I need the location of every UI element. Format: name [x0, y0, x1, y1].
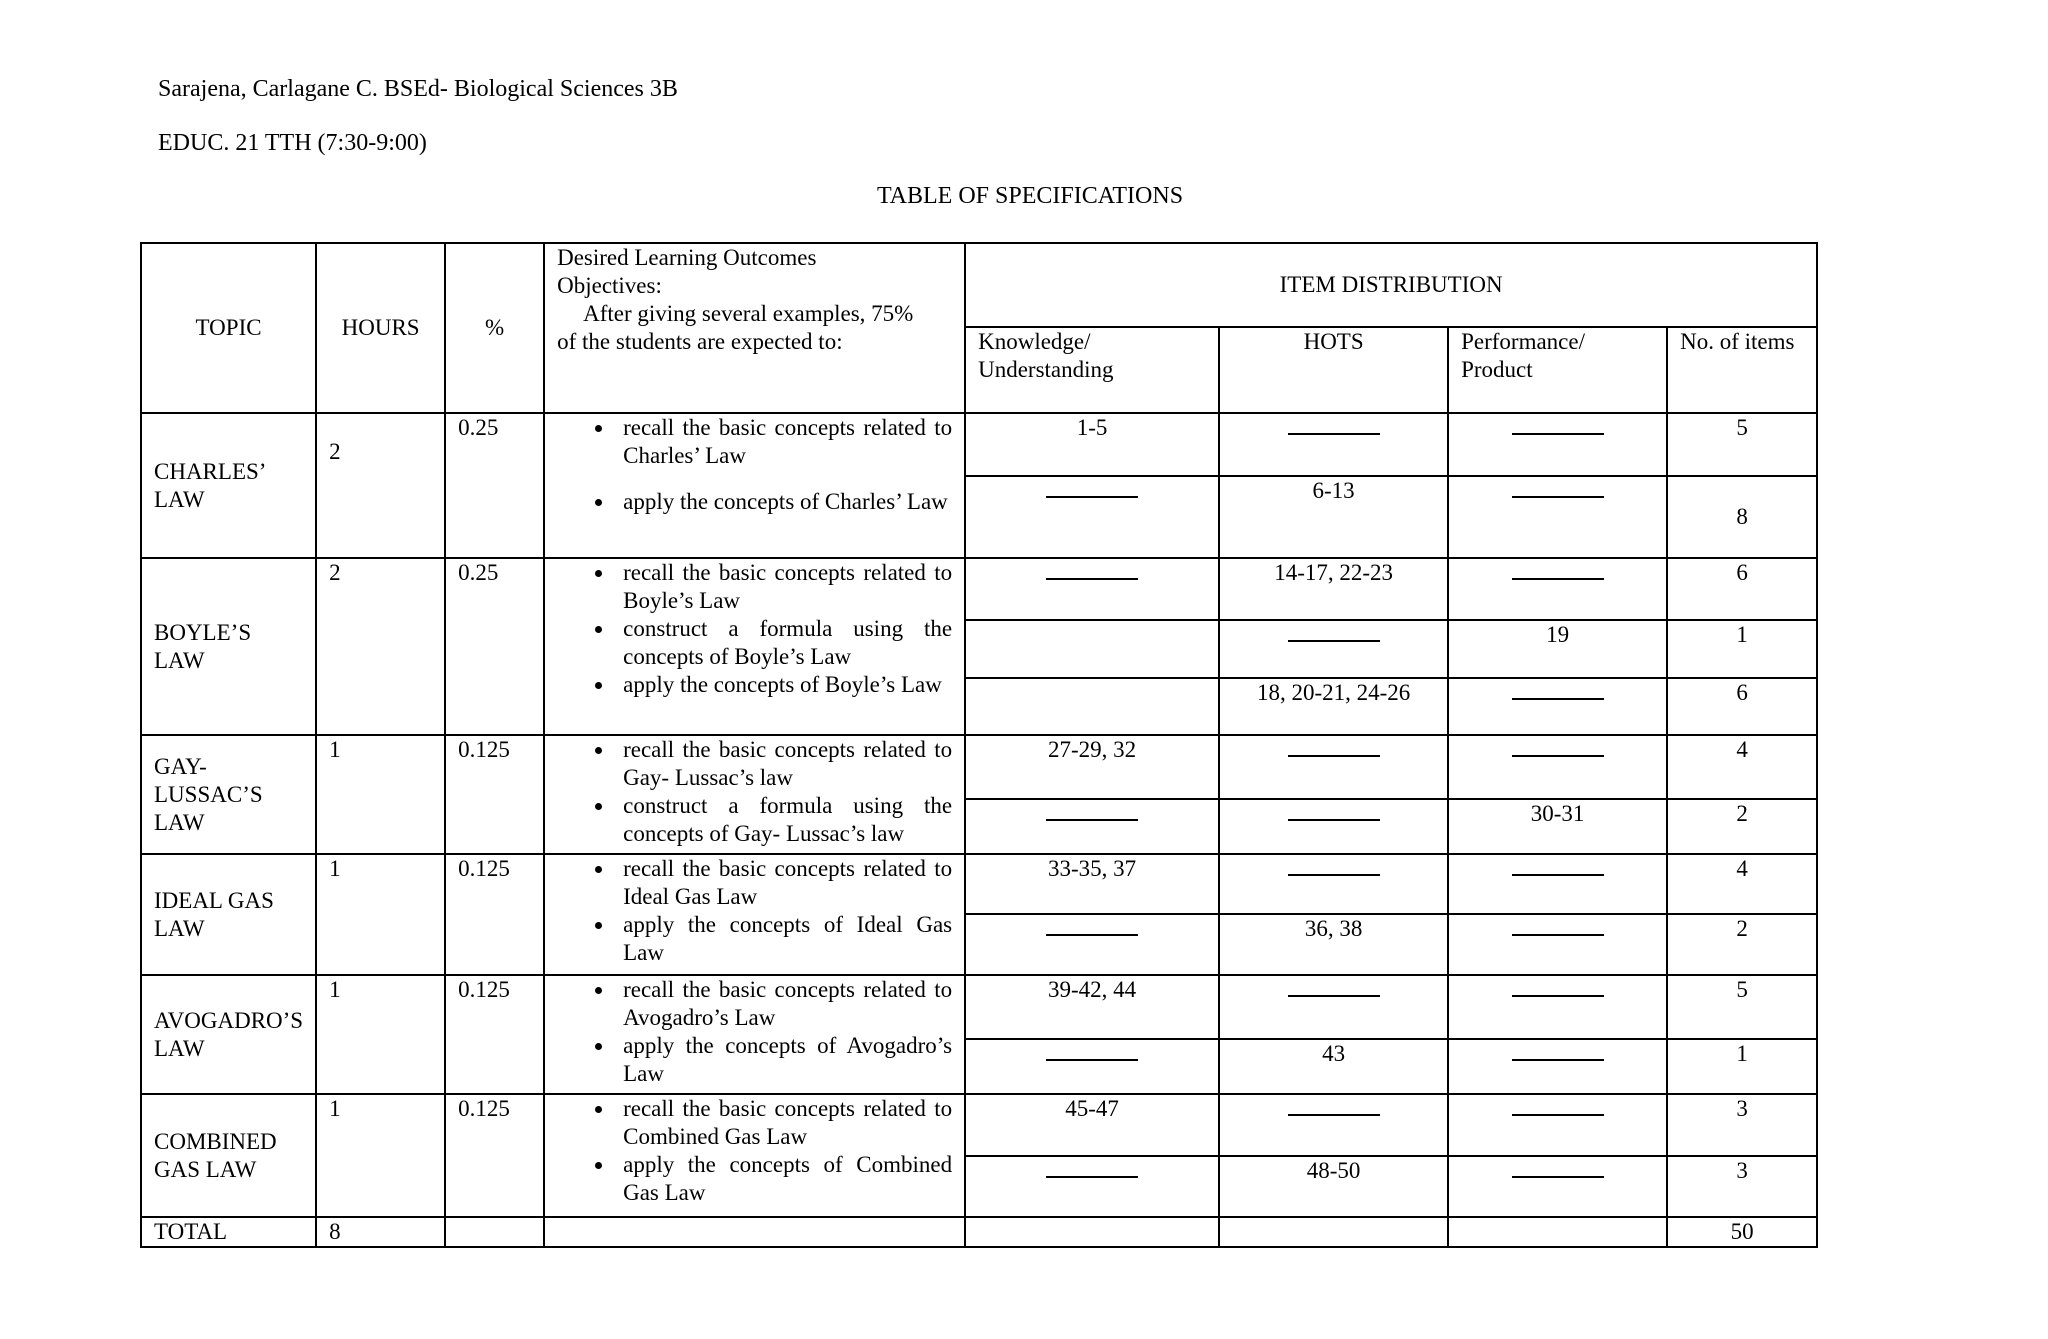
topic-objectives: [544, 558, 965, 735]
no-of-items-cell: 2: [1667, 799, 1817, 854]
blank-line: [1512, 737, 1604, 757]
objective-item: • apply the concepts of Boyle’s Law: [615, 671, 952, 699]
knowledge-cell: [965, 678, 1219, 735]
hots-cell: [1219, 413, 1448, 476]
performance-cell: [1448, 476, 1667, 558]
blank-line: [1512, 916, 1604, 936]
document-title: TABLE OF SPECIFICATIONS: [876, 183, 1184, 209]
topic-hours: 1: [316, 854, 445, 975]
knowledge-cell: 27-29, 32: [965, 735, 1219, 799]
header-hots: HOTS: [1219, 327, 1448, 413]
objective-list: [557, 559, 952, 699]
blank-line: [1288, 977, 1380, 997]
topic-percent: 0.125: [445, 975, 544, 1094]
hots-cell: [1219, 1094, 1448, 1156]
total-hots-cell: [1219, 1217, 1448, 1247]
outcomes-line-3: After giving several examples, 75%: [583, 301, 914, 326]
objective-item: • apply the concepts of Combined Gas Law: [615, 1151, 952, 1207]
blank-line: [1512, 1096, 1604, 1116]
blank-line: [1512, 560, 1604, 580]
outcomes-line-2: Objectives:: [557, 273, 662, 298]
hots-cell: 48-50: [1219, 1156, 1448, 1217]
topic-percent: 0.125: [445, 735, 544, 854]
no-of-items-cell: 2: [1667, 914, 1817, 975]
header-performance: Performance/ Product: [1448, 327, 1667, 413]
performance-cell: [1448, 975, 1667, 1039]
blank-line: [1288, 856, 1380, 876]
blank-line: [1046, 801, 1138, 821]
performance-cell: [1448, 854, 1667, 914]
total-objectives-cell: [544, 1217, 965, 1247]
topic-name: IDEAL GAS LAW: [141, 854, 316, 975]
hots-cell: [1219, 620, 1448, 678]
performance-cell: 19: [1448, 620, 1667, 678]
header-hours: HOURS: [316, 243, 445, 413]
topic-objectives: [544, 1094, 965, 1217]
topic-hours: 1: [316, 975, 445, 1094]
performance-cell: [1448, 558, 1667, 620]
blank-line: [1512, 1041, 1604, 1061]
objective-list: [557, 855, 952, 967]
objective-item: • recall the basic concepts related to Gay- Lussac’s law: [615, 736, 952, 792]
objective-item: • apply the concepts of Ideal Gas Law: [615, 911, 952, 967]
objective-item: • recall the basic concepts related to Ideal Gas Law: [615, 855, 952, 911]
hots-cell: 6-13: [1219, 476, 1448, 558]
knowledge-cell: [965, 620, 1219, 678]
knowledge-cell: [965, 476, 1219, 558]
topic-hours: 1: [316, 1094, 445, 1217]
blank-line: [1046, 1041, 1138, 1061]
objective-item: • recall the basic concepts related to Combined Gas Law: [615, 1095, 952, 1151]
knowledge-cell: 1-5: [965, 413, 1219, 476]
table-row: [141, 735, 1817, 799]
no-of-items-cell: 4: [1667, 854, 1817, 914]
header-item-distribution: ITEM DISTRIBUTION: [965, 243, 1817, 327]
blank-line: [1288, 415, 1380, 435]
blank-line: [1512, 415, 1604, 435]
table-row: [141, 558, 1817, 620]
total-items: 50: [1667, 1217, 1817, 1247]
knowledge-cell: [965, 1039, 1219, 1094]
knowledge-cell: 45-47: [965, 1094, 1219, 1156]
performance-cell: [1448, 1039, 1667, 1094]
topic-objectives: [544, 854, 965, 975]
header-learning-outcomes: [544, 243, 965, 413]
header-no-of-items: No. of items: [1667, 327, 1817, 413]
no-of-items-cell: 3: [1667, 1094, 1817, 1156]
objective-list: [557, 414, 952, 516]
blank-line: [1512, 1158, 1604, 1178]
knowledge-cell: [965, 1156, 1219, 1217]
blank-line: [1512, 478, 1604, 498]
blank-line: [1046, 916, 1138, 936]
hots-cell: 36, 38: [1219, 914, 1448, 975]
topic-name: AVOGADRO’S LAW: [141, 975, 316, 1094]
blank-line: [1288, 622, 1380, 642]
topic-percent: 0.25: [445, 558, 544, 735]
outcomes-line-1: Desired Learning Outcomes: [557, 245, 817, 270]
blank-line: [1046, 478, 1138, 498]
topic-name: COMBINED GAS LAW: [141, 1094, 316, 1217]
knowledge-cell: [965, 914, 1219, 975]
total-knowledge-cell: [965, 1217, 1219, 1247]
objective-item: • recall the basic concepts related to Avogadro’s Law: [615, 976, 952, 1032]
objective-item: • recall the basic concepts related to Charles’ Law: [615, 414, 952, 470]
objective-item: • construct a formula using the concepts of Boyle’s Law: [615, 615, 952, 671]
hots-cell: [1219, 799, 1448, 854]
topic-hours: 2: [316, 558, 445, 735]
table-row: [141, 413, 1817, 476]
table-row: [141, 854, 1817, 914]
performance-cell: [1448, 678, 1667, 735]
no-of-items-cell: 6: [1667, 558, 1817, 620]
knowledge-cell: 39-42, 44: [965, 975, 1219, 1039]
topic-name: GAY- LUSSAC’S LAW: [141, 735, 316, 854]
objective-list: [557, 976, 952, 1088]
hots-cell: [1219, 735, 1448, 799]
header-percent: %: [445, 243, 544, 413]
topic-objectives: [544, 413, 965, 558]
performance-cell: [1448, 914, 1667, 975]
objective-list: [557, 1095, 952, 1207]
header-topic: TOPIC: [141, 243, 316, 413]
performance-cell: [1448, 1094, 1667, 1156]
objective-item: • recall the basic concepts related to Boyle’s Law: [615, 559, 952, 615]
hots-cell: [1219, 854, 1448, 914]
topic-objectives: [544, 975, 965, 1094]
knowledge-cell: [965, 558, 1219, 620]
topic-name: CHARLES’ LAW: [141, 413, 316, 558]
objective-item: • apply the concepts of Charles’ Law: [615, 488, 952, 516]
no-of-items-cell: 1: [1667, 620, 1817, 678]
total-label: TOTAL: [141, 1217, 316, 1247]
no-of-items-cell: 1: [1667, 1039, 1817, 1094]
topic-objectives: [544, 735, 965, 854]
blank-line: [1512, 856, 1604, 876]
table-row: [141, 975, 1817, 1039]
no-of-items-cell: 8: [1667, 476, 1817, 558]
blank-line: [1288, 801, 1380, 821]
total-row: [141, 1217, 1817, 1247]
blank-line: [1512, 680, 1604, 700]
header-knowledge: Knowledge/ Understanding: [965, 327, 1219, 413]
knowledge-cell: [965, 799, 1219, 854]
total-percent-cell: [445, 1217, 544, 1247]
no-of-items-cell: 5: [1667, 413, 1817, 476]
blank-line: [1288, 737, 1380, 757]
performance-cell: [1448, 413, 1667, 476]
table-of-specifications: [140, 242, 1818, 1248]
topic-percent: 0.125: [445, 1094, 544, 1217]
student-name-line: Sarajena, Carlagane C. BSEd- Biological Sciences 3B: [158, 76, 678, 102]
course-line: EDUC. 21 TTH (7:30-9:00): [158, 130, 427, 156]
no-of-items-cell: 5: [1667, 975, 1817, 1039]
topic-percent: 0.125: [445, 854, 544, 975]
topic-name: BOYLE’S LAW: [141, 558, 316, 735]
objective-item: • construct a formula using the concepts of Gay- Lussac’s law: [615, 792, 952, 848]
total-performance-cell: [1448, 1217, 1667, 1247]
objective-list: [557, 736, 952, 848]
blank-line: [1046, 560, 1138, 580]
hots-cell: 18, 20-21, 24-26: [1219, 678, 1448, 735]
no-of-items-cell: 6: [1667, 678, 1817, 735]
blank-line: [1288, 1096, 1380, 1116]
performance-cell: [1448, 1156, 1667, 1217]
outcomes-line-4: of the students are expected to:: [557, 329, 843, 354]
performance-cell: 30-31: [1448, 799, 1667, 854]
no-of-items-cell: 4: [1667, 735, 1817, 799]
hots-cell: [1219, 975, 1448, 1039]
table-row: [141, 1094, 1817, 1156]
blank-line: [1046, 1158, 1138, 1178]
objective-item: • apply the concepts of Avogadro’s Law: [615, 1032, 952, 1088]
blank-line: [1512, 977, 1604, 997]
performance-cell: [1448, 735, 1667, 799]
total-hours: 8: [316, 1217, 445, 1247]
topic-hours: 2: [316, 413, 445, 558]
hots-cell: 14-17, 22-23: [1219, 558, 1448, 620]
topic-percent: 0.25: [445, 413, 544, 558]
no-of-items-cell: 3: [1667, 1156, 1817, 1217]
topic-hours: 1: [316, 735, 445, 854]
hots-cell: 43: [1219, 1039, 1448, 1094]
knowledge-cell: 33-35, 37: [965, 854, 1219, 914]
